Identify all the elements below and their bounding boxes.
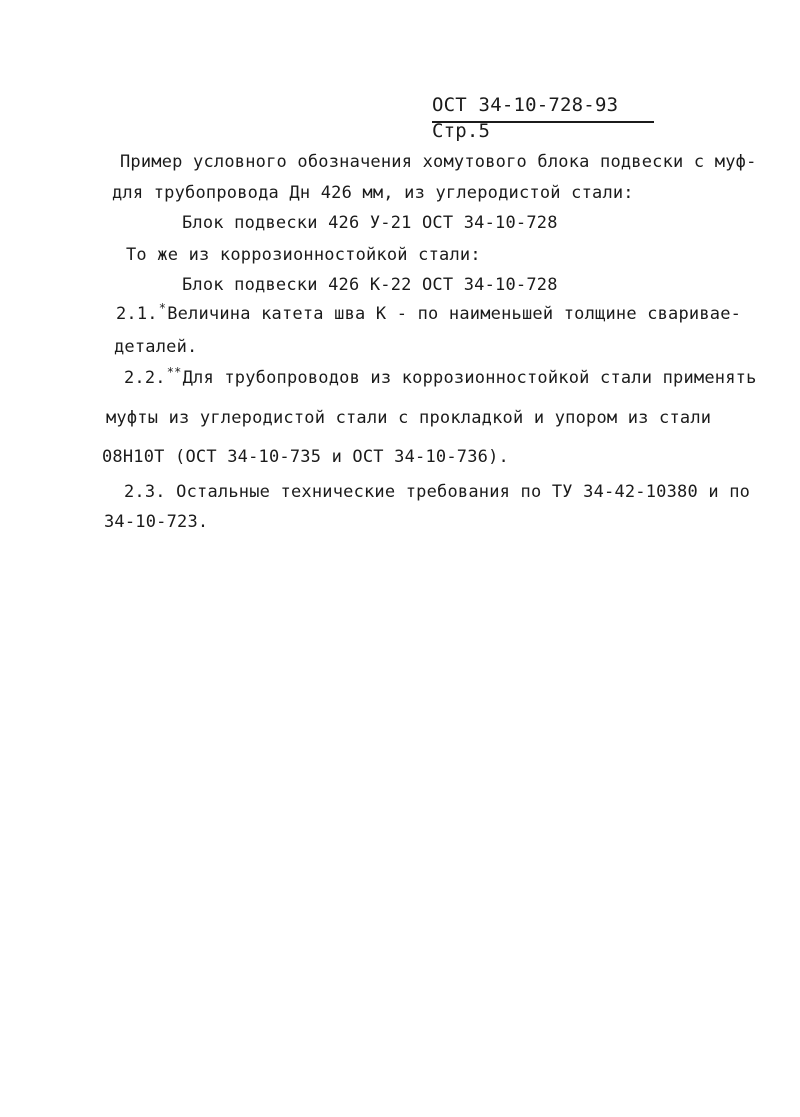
item-2-1 xyxy=(116,303,741,326)
item-2-1-continuation: деталей. xyxy=(114,337,198,357)
item-number: 2.2. xyxy=(124,368,166,388)
designation-stainless: Блок подвески 426 К-22 ОСТ 34-10-728 xyxy=(182,275,558,295)
footnote-mark: ** xyxy=(166,365,182,379)
document-header: ОСТ 34-10-728-93 Стр.5 xyxy=(432,94,619,142)
item-text: Для трубопроводов из коррозионностойкой стали применять xyxy=(182,368,757,388)
item-text: Величина катета шва К - по наименьшей толщине свариваe- xyxy=(167,304,742,324)
item-2-3: 2.3. Остальные технические требования по ТУ 34-42-10380 и по xyxy=(124,482,751,502)
item-number: 2.1. xyxy=(116,304,158,324)
item-2-2 xyxy=(124,367,757,390)
header-underline xyxy=(432,121,654,123)
item-2-3-continuation: 34-10-723. xyxy=(104,512,209,532)
example-line-2: для трубопровода Дн 426 мм, из углеродистой стали: xyxy=(112,183,634,203)
item-2-2-continuation-1: муфты из углеродистой стали с прокладкой и упором из стали xyxy=(106,408,712,428)
item-2-2-continuation-2: 08Н10Т (ОСТ 34-10-735 и ОСТ 34-10-736). xyxy=(102,447,509,467)
footnote-mark: * xyxy=(158,301,167,315)
designation-carbon: Блок подвески 426 У-21 ОСТ 34-10-728 xyxy=(182,213,558,233)
example-line-stainless: То же из коррозионностойкой стали: xyxy=(126,245,481,265)
example-line-1: Пример условного обозначения хомутового блока подвески с муф- xyxy=(120,152,757,172)
